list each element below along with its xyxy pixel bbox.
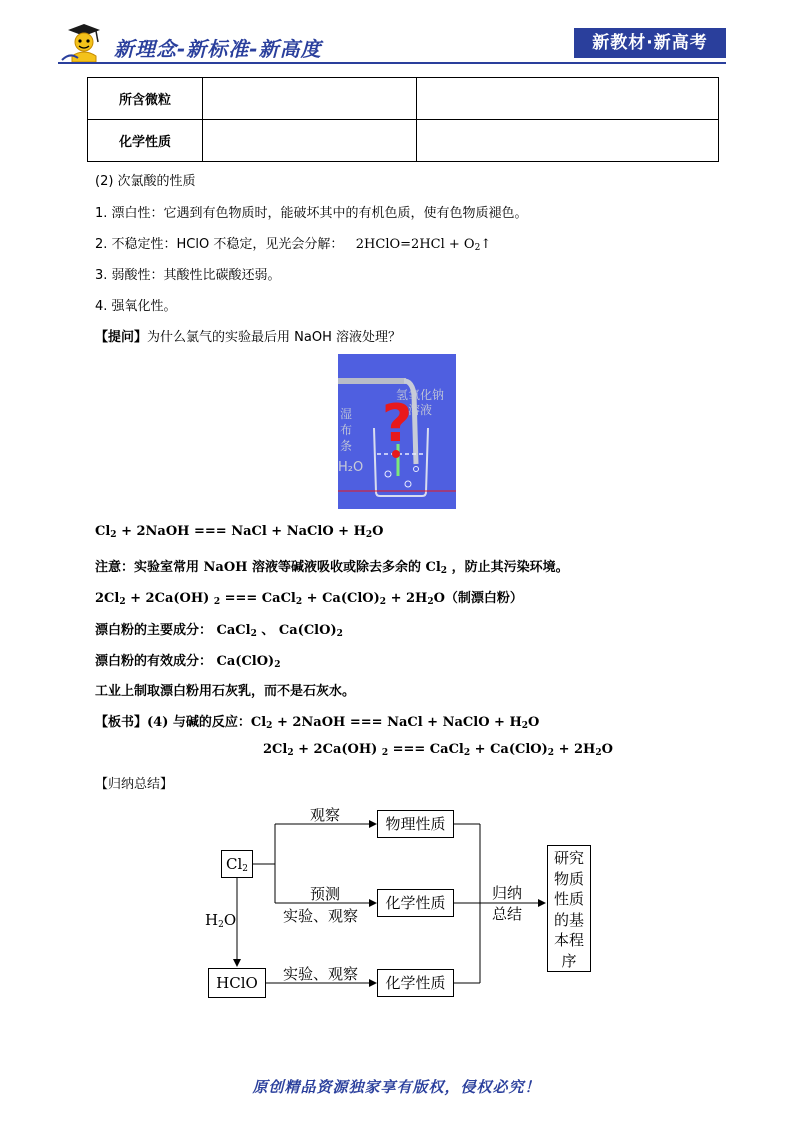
- header-rule: [58, 62, 726, 64]
- table-cell: [203, 120, 417, 162]
- properties-table: [87, 77, 719, 162]
- water-label: $H_2O$: [205, 911, 237, 930]
- header-slogan: 新理念-新标准-新高度: [114, 37, 322, 61]
- chemical-properties-box: 化学性质: [377, 889, 454, 917]
- observe-label: 观察: [310, 806, 341, 824]
- table-cell: [203, 78, 417, 120]
- hclo-heading: (2) 次氯酸的性质: [95, 174, 196, 189]
- hclo-property-3: 3. 弱酸性：其酸性比碳酸还弱。: [95, 268, 281, 283]
- decomposition-equation: 2HClO=2HCl + O: [355, 237, 475, 252]
- naoh-equation: $Cl_2$ + 2NaOH === NaCl + NaClO + $H_2O$: [95, 524, 384, 540]
- board-equation-1: 【板书】(4) 与碱的反应：$Cl_2$ + 2NaOH === NaCl + NaClO + $H_2O$: [95, 715, 540, 731]
- summary-heading: 【归纳总结】: [95, 777, 174, 792]
- bleach-main-components: 漂白粉的主要成分： CaCl$_2$ 、 $Ca(ClO)_2$: [95, 623, 343, 639]
- table-cell: [417, 78, 719, 120]
- experiment-observe-label: 实验、观察: [283, 907, 359, 925]
- header-logo: [58, 22, 108, 62]
- row-header: 所含微粒: [88, 78, 203, 120]
- predict-label: 预测: [310, 885, 341, 903]
- header-badge: 新教材·新高考: [574, 28, 726, 58]
- row-header: 化学性质: [88, 120, 203, 162]
- wet-cloth-label: 湿 布 条: [340, 407, 353, 453]
- bleaching-powder-equation: $2Cl_2 + 2Ca(OH)$ $_2$ === CaCl$_2$ + $Ca(ClO)_2 + 2H_2O$（制漂白粉）: [95, 591, 523, 607]
- induce-label: 归纳 总结: [492, 884, 523, 923]
- hclo-box: HClO: [208, 968, 266, 998]
- industry-note: 工业上制取漂白粉用石灰乳，而不是石灰水。: [95, 684, 356, 699]
- lab-note: 注意：实验室常用 NaOH 溶液等碱液吸收或除去多余的 $Cl_2$ ，防止其污染环境。: [95, 560, 569, 576]
- experiment-observe-label-2: 实验、观察: [283, 965, 359, 983]
- footer-copyright: 原创精品资源独家享有版权，侵权必究！: [252, 1078, 541, 1096]
- question-line: 【提问】为什么氯气的实验最后用 NaOH 溶液处理？: [95, 330, 401, 345]
- hclo-property-1: 1. 漂白性：它遇到有色物质时，能破坏其中的有机色质，使有色物质褪色。: [95, 206, 528, 221]
- hclo-property-2: 2. 不稳定性：HClO 不稳定，见光会分解： 2HClO=2HCl + $O_2↑$: [95, 237, 492, 253]
- table-cell: [417, 120, 719, 162]
- research-program-box: 研究 物质 性质 的基 本程 序: [547, 845, 591, 972]
- table-row: [88, 120, 719, 162]
- chemical-properties-box-2: 化学性质: [377, 969, 454, 997]
- question-tag: 【提问】: [95, 330, 148, 345]
- physical-properties-box: 物理性质: [377, 810, 454, 838]
- table-row: [88, 78, 719, 120]
- hclo-property-4: 4. 强氧化性。: [95, 299, 177, 314]
- naoh-beaker-illustration: [338, 354, 456, 509]
- h2o-label: H₂O: [338, 460, 364, 475]
- question-mark: ?: [382, 394, 413, 454]
- board-equation-2: $2Cl_2 + 2Ca(OH)$ $_2$ === CaCl$_2$ + $Ca(ClO)_2 + 2H_2O$: [263, 742, 613, 758]
- bleach-effective-component: 漂白粉的有效成分： $Ca(ClO)_2$: [95, 654, 281, 670]
- cl2-box: $Cl_2$: [221, 850, 253, 878]
- naoh-label: 氢氧化钠 溶液: [396, 388, 445, 417]
